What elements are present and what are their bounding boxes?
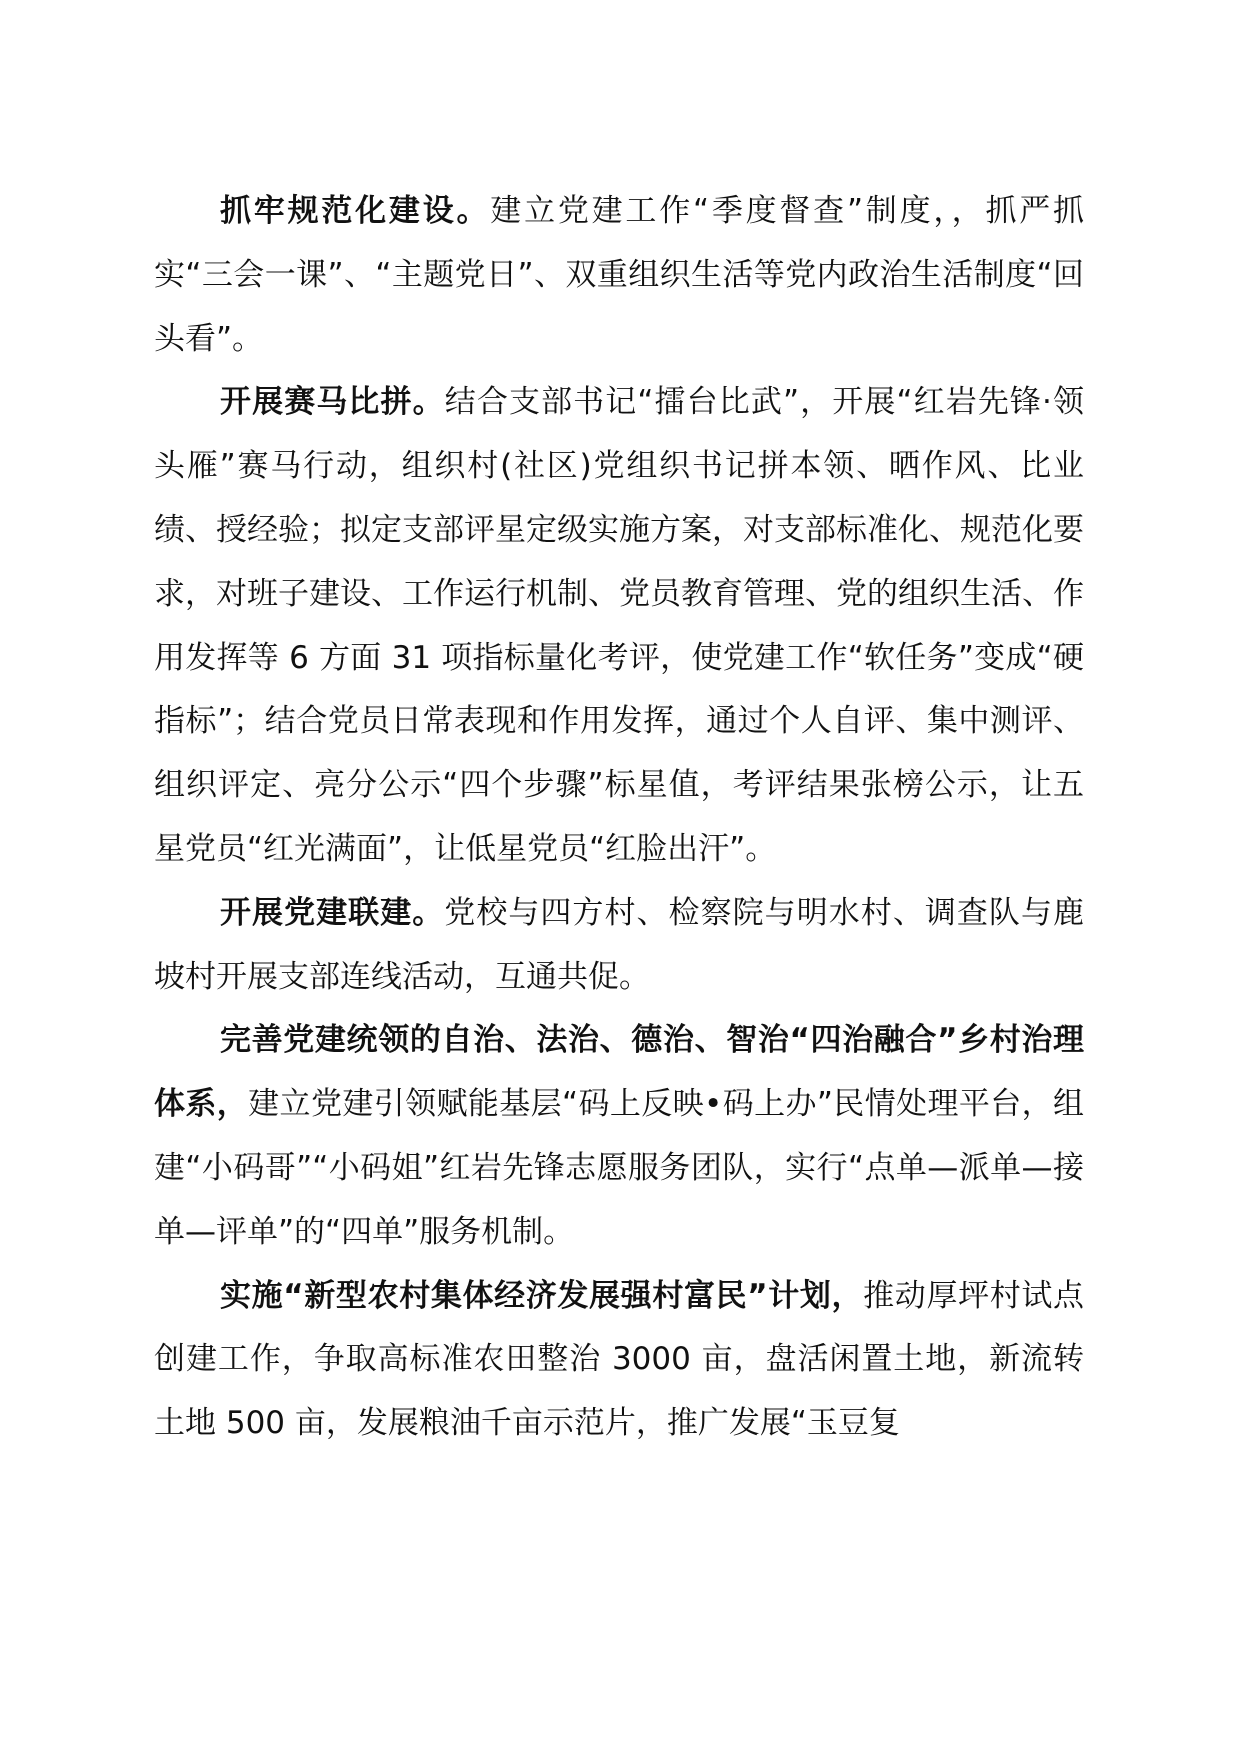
paragraph-rural-economy — [154, 1265, 1084, 1456]
paragraph-heading: 开展党建联建。 — [220, 894, 445, 931]
paragraph-text: 建立党建工作“季度督查”制度，，抓严抓实“三会一课”、“主题党日”、双重组织生活等党内政治生活制度“回头看”。 — [154, 193, 1085, 357]
paragraph-text: 建立党建引领赋能基层“码上反映•码上办”民情处理平台，组建“小码哥”“小码姐”红岩先锋志愿服务团队，实行“点单—派单—接单—评单”的“四单”服务机制。 — [154, 1086, 1085, 1250]
paragraph-competition — [154, 371, 1084, 881]
paragraph-text: 结合支部书记“擂台比武”，开展“红岩先锋·领头雁”赛马行动，组织村(社区)党组织书记拼本领、晒作风、比业绩、授经验；拟定支部评星定级实施方案，对支部标准化、规范化要求，对班子建设、工作运行机制、党员教育管理、党的组织生活、作用发挥等 6 方面 31 项指标量化考评，使党建工作“软任务”变成“硬指标”；结合党员日常表现和作用发挥，通过个人自评、集中测评、组织评定、亮分公示“四个步骤”标星值，考评结果张榜公示，让五星党员“红光满面”，让低星党员“红脸出汗”。 — [154, 384, 1084, 867]
paragraph-text: 推动厚坪村试点创建工作，争取高标准农田整治 3000 亩，盘活闲置土地，新流转土地 500 亩，发展粮油千亩示范片，推广发展“玉豆复 — [154, 1277, 1085, 1442]
document-body — [154, 180, 1084, 1456]
paragraph-heading: 开展赛马比拼。 — [220, 384, 445, 421]
paragraph-heading: 完善党建统领的自治、法治、德治、智治“四治融合”乡村治理体系， — [154, 1022, 1084, 1123]
paragraph-text: 党校与四方村、检察院与明水村、调查队与鹿坡村开展支部连线活动，互通共促。 — [154, 894, 1085, 995]
paragraph-joint-building — [154, 882, 1084, 1010]
paragraph-standardization — [154, 180, 1084, 371]
paragraph-governance — [154, 1009, 1084, 1264]
paragraph-heading: 抓牢规范化建设。 — [220, 193, 491, 229]
paragraph-heading: 实施“新型农村集体经济发展强村富民”计划， — [220, 1277, 864, 1314]
